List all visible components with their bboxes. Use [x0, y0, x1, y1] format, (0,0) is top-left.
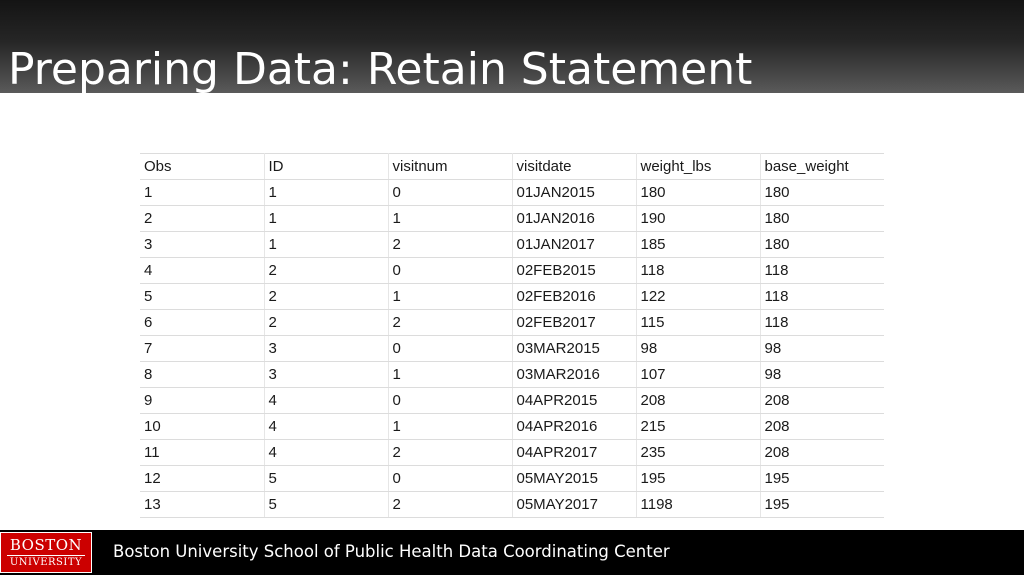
table-row	[140, 440, 884, 466]
table-cell-base-weight: 208	[760, 440, 884, 466]
table-cell-visitdate: 03MAR2016	[512, 362, 636, 388]
table-cell-id: 2	[264, 310, 388, 336]
table-cell-id: 3	[264, 362, 388, 388]
table-cell-visitnum: 1	[388, 362, 512, 388]
data-table-container	[140, 153, 884, 518]
table-cell-weight-lbs: 118	[636, 258, 760, 284]
table-cell-obs: 1	[140, 180, 264, 206]
table-cell-visitdate: 02FEB2017	[512, 310, 636, 336]
table-cell-visitnum: 0	[388, 466, 512, 492]
table-cell-obs: 8	[140, 362, 264, 388]
table-row	[140, 180, 884, 206]
table-cell-id: 1	[264, 180, 388, 206]
table-cell-visitdate: 01JAN2017	[512, 232, 636, 258]
table-cell-base-weight: 98	[760, 362, 884, 388]
table-cell-id: 2	[264, 258, 388, 284]
table-cell-base-weight: 180	[760, 180, 884, 206]
column-header-visitdate: visitdate	[512, 154, 636, 180]
table-cell-id: 2	[264, 284, 388, 310]
table-cell-id: 4	[264, 388, 388, 414]
table-cell-visitdate: 03MAR2015	[512, 336, 636, 362]
table-cell-obs: 7	[140, 336, 264, 362]
table-cell-visitdate: 05MAY2015	[512, 466, 636, 492]
table-cell-visitnum: 2	[388, 232, 512, 258]
table-cell-obs: 5	[140, 284, 264, 310]
table-cell-visitnum: 1	[388, 414, 512, 440]
table-cell-base-weight: 208	[760, 388, 884, 414]
table-cell-visitdate: 05MAY2017	[512, 492, 636, 518]
table-cell-weight-lbs: 122	[636, 284, 760, 310]
table-row	[140, 336, 884, 362]
footer-bar	[0, 530, 1024, 575]
table-row	[140, 258, 884, 284]
table-cell-visitnum: 1	[388, 284, 512, 310]
table-cell-obs: 4	[140, 258, 264, 284]
column-header-weight-lbs: weight_lbs	[636, 154, 760, 180]
table-cell-visitnum: 2	[388, 492, 512, 518]
table-cell-base-weight: 180	[760, 206, 884, 232]
table-cell-id: 4	[264, 414, 388, 440]
column-header-id: ID	[264, 154, 388, 180]
table-cell-weight-lbs: 115	[636, 310, 760, 336]
table-cell-id: 5	[264, 492, 388, 518]
table-row	[140, 466, 884, 492]
table-row	[140, 310, 884, 336]
table-row	[140, 414, 884, 440]
table-cell-id: 1	[264, 206, 388, 232]
table-cell-base-weight: 180	[760, 232, 884, 258]
table-cell-obs: 6	[140, 310, 264, 336]
title-bar	[0, 0, 1024, 93]
table-cell-weight-lbs: 215	[636, 414, 760, 440]
table-row	[140, 206, 884, 232]
footer-text: Boston University School of Public Health Data Coordinating Center	[113, 542, 670, 561]
table-cell-obs: 10	[140, 414, 264, 440]
table-cell-visitdate: 01JAN2016	[512, 206, 636, 232]
table-cell-visitnum: 0	[388, 336, 512, 362]
table-cell-visitnum: 2	[388, 440, 512, 466]
column-header-base-weight: base_weight	[760, 154, 884, 180]
table-row	[140, 232, 884, 258]
table-cell-base-weight: 118	[760, 310, 884, 336]
table-cell-obs: 3	[140, 232, 264, 258]
column-header-visitnum: visitnum	[388, 154, 512, 180]
table-cell-obs: 13	[140, 492, 264, 518]
table-cell-weight-lbs: 185	[636, 232, 760, 258]
table-row	[140, 492, 884, 518]
logo-text-boston: BOSTON	[9, 536, 83, 554]
table-cell-id: 5	[264, 466, 388, 492]
table-cell-obs: 12	[140, 466, 264, 492]
table-cell-visitnum: 0	[388, 180, 512, 206]
slide-title: Preparing Data: Retain Statement	[8, 44, 753, 93]
table-cell-weight-lbs: 107	[636, 362, 760, 388]
boston-university-logo	[0, 532, 92, 573]
table-cell-visitnum: 0	[388, 388, 512, 414]
table-cell-obs: 9	[140, 388, 264, 414]
table-cell-obs: 2	[140, 206, 264, 232]
table-cell-visitnum: 1	[388, 206, 512, 232]
table-cell-weight-lbs: 235	[636, 440, 760, 466]
table-row	[140, 388, 884, 414]
logo-text-university: UNIVERSITY	[7, 555, 85, 569]
table-cell-weight-lbs: 190	[636, 206, 760, 232]
table-cell-visitdate: 01JAN2015	[512, 180, 636, 206]
table-cell-weight-lbs: 1198	[636, 492, 760, 518]
table-cell-id: 4	[264, 440, 388, 466]
table-cell-visitdate: 04APR2016	[512, 414, 636, 440]
table-cell-base-weight: 195	[760, 466, 884, 492]
table-cell-visitnum: 0	[388, 258, 512, 284]
table-cell-visitnum: 2	[388, 310, 512, 336]
table-cell-base-weight: 118	[760, 258, 884, 284]
table-cell-base-weight: 118	[760, 284, 884, 310]
table-cell-id: 1	[264, 232, 388, 258]
table-cell-visitdate: 02FEB2015	[512, 258, 636, 284]
data-table	[140, 153, 884, 518]
table-row	[140, 284, 884, 310]
table-row	[140, 362, 884, 388]
table-header-row	[140, 154, 884, 180]
table-cell-id: 3	[264, 336, 388, 362]
table-cell-weight-lbs: 208	[636, 388, 760, 414]
table-cell-visitdate: 04APR2017	[512, 440, 636, 466]
table-cell-visitdate: 02FEB2016	[512, 284, 636, 310]
table-cell-base-weight: 208	[760, 414, 884, 440]
table-cell-weight-lbs: 195	[636, 466, 760, 492]
table-body	[140, 180, 884, 518]
column-header-obs: Obs	[140, 154, 264, 180]
table-cell-obs: 11	[140, 440, 264, 466]
table-cell-weight-lbs: 98	[636, 336, 760, 362]
table-cell-weight-lbs: 180	[636, 180, 760, 206]
table-cell-base-weight: 195	[760, 492, 884, 518]
table-cell-visitdate: 04APR2015	[512, 388, 636, 414]
table-cell-base-weight: 98	[760, 336, 884, 362]
